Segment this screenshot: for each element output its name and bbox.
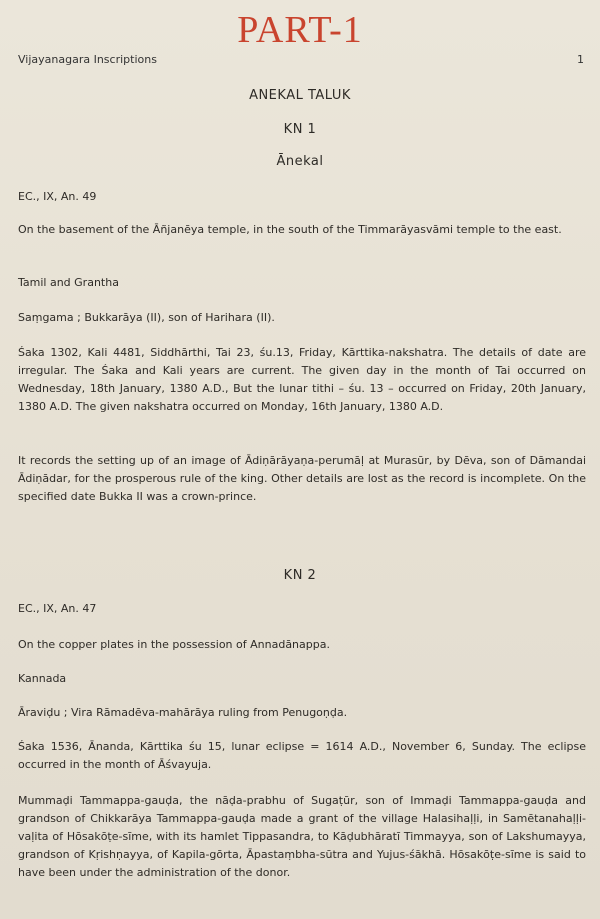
part-title: PART-1: [237, 9, 363, 51]
date-kn2: Śaka 1536, Ānanda, Kārttika śu 15, lunar eclipse = 1614 A.D., November 6, Sunday. The eclipse occurred in the month of Āśvayuja.: [18, 740, 586, 771]
page-number: 1: [577, 53, 584, 66]
location-kn1: On the basement of the Āñjanēya temple, in the south of the Timmarāyasvāmi temple to the east.: [18, 223, 562, 236]
taluk-heading: ANEKAL TALUK: [249, 88, 351, 103]
content-kn2: Mummaḍi Tammappa-gauḍa, the nāḍa-prabhu of Sugaṭūr, son of Immaḍi Tammappa-gauḍa and grandson of Chikkarāya Tammappa-gauḍa made a grant of the village Halasihaḷḷi, in Samētanahaḷḷi-vaḷita of Hōsakōṭe-sīme, with its hamlet Tippasandra, to Kāḍubhāratī Timmayya, son of Lakshumayya, grandson of Kṛishṇayya, of Kapila-gōrta, Āpastaṃbha-sūtra and Yujus-śākhā. Hōsakōṭe-sīme is said to have been under the administration of the donor.: [18, 794, 586, 879]
language-kn2: Kannada: [18, 672, 67, 685]
running-head: Vijayanagara Inscriptions: [18, 53, 157, 66]
language-kn1: Tamil and Grantha: [18, 276, 119, 289]
date-kn1: Śaka 1302, Kali 4481, Siddhārthi, Tai 23, śu.13, Friday, Kārttika-nakshatra. The details of date are irregular. The Śaka and Kali years are current. The given day in the month of Tai occurred on Wednesday, 18th January, 1380 A.D., But the lunar tithi – śu. 13 – occurred on Friday, 20th January, 1380 A.D. The given nakshatra occurred on Monday, 16th January, 1380 A.D.: [18, 346, 586, 413]
entry-place-kn1: Ānekal: [276, 154, 324, 169]
location-kn2: On the copper plates in the possession of Annadānappa.: [18, 638, 330, 651]
entry-number-kn2: KN 2: [283, 568, 317, 583]
content-kn1: It records the setting up of an image of Ādiṇārāyaṇa-perumāḷ at Murasūr, by Dēva, son of Dāmandai Ādiṇādar, for the prosperous rule of the king. Other details are lost as the record is incomplete. On the specified date Bukka II was a crown-prince.: [18, 454, 586, 503]
dynasty-kn2: Āraviḍu ; Vira Rāmadēva-mahārāya ruling from Penugoṇḍa.: [18, 706, 348, 719]
reference-kn1: EC., IX, An. 49: [18, 190, 97, 203]
dynasty-kn1: Saṃgama ; Bukkarāya (II), son of Harihara (II).: [18, 311, 275, 324]
entry-number-kn1: KN 1: [283, 122, 317, 137]
reference-kn2: EC., IX, An. 47: [18, 602, 97, 615]
